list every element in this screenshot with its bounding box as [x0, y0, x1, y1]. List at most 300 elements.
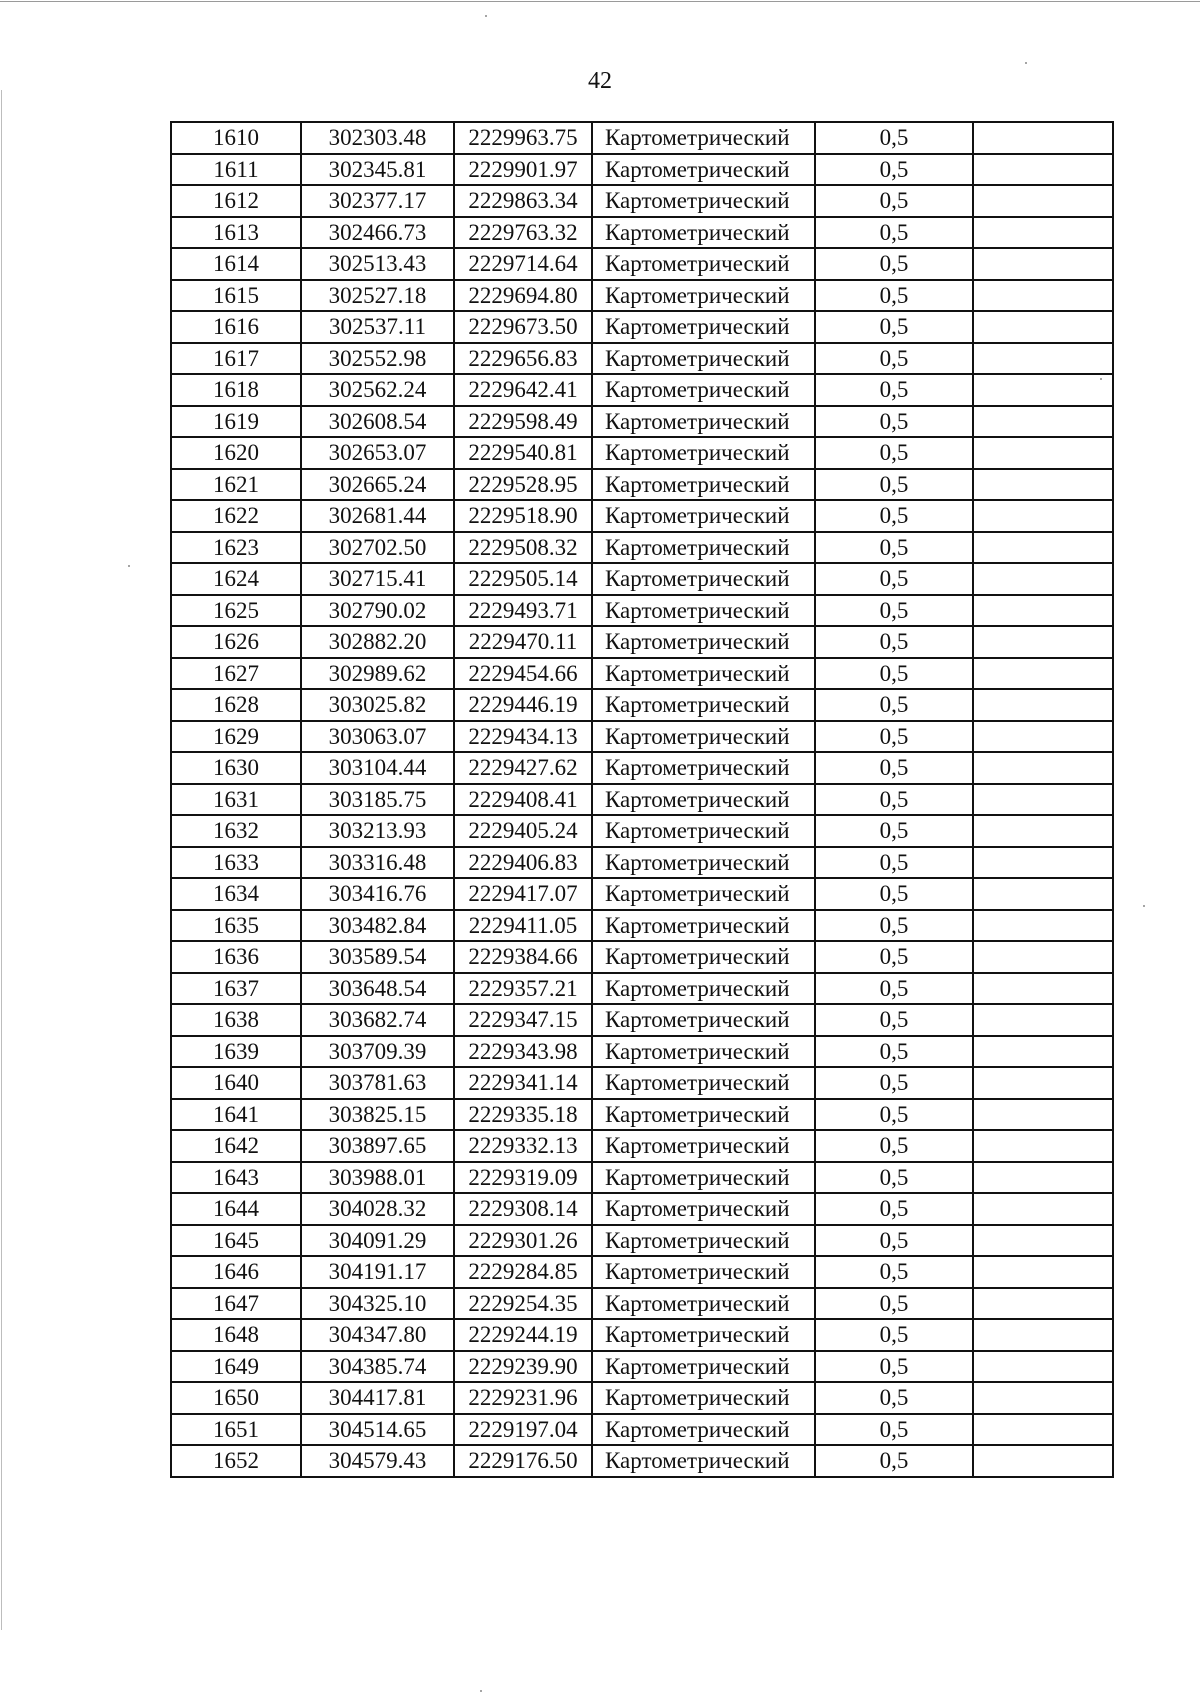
method-cell: Картометрический: [592, 1319, 815, 1351]
x-coordinate-cell: 303709.39: [301, 1036, 454, 1068]
table-row: [171, 1382, 1113, 1414]
method-cell: Картометрический: [592, 878, 815, 910]
note-cell: [973, 500, 1113, 532]
method-cell: Картометрический: [592, 1256, 815, 1288]
accuracy-cell: 0,5: [815, 437, 973, 469]
note-cell: [973, 1130, 1113, 1162]
y-coordinate-cell: 2229763.32: [454, 217, 592, 249]
accuracy-cell: 0,5: [815, 1099, 973, 1131]
x-coordinate-cell: 302665.24: [301, 469, 454, 501]
accuracy-cell: 0,5: [815, 374, 973, 406]
point-number-cell: 1648: [171, 1319, 301, 1351]
note-cell: [973, 1256, 1113, 1288]
table-row: [171, 217, 1113, 249]
accuracy-cell: 0,5: [815, 752, 973, 784]
y-coordinate-cell: 2229384.66: [454, 941, 592, 973]
x-coordinate-cell: 303213.93: [301, 815, 454, 847]
y-coordinate-cell: 2229244.19: [454, 1319, 592, 1351]
point-number-cell: 1643: [171, 1162, 301, 1194]
table-row: [171, 815, 1113, 847]
y-coordinate-cell: 2229341.14: [454, 1067, 592, 1099]
y-coordinate-cell: 2229714.64: [454, 248, 592, 280]
method-cell: Картометрический: [592, 311, 815, 343]
accuracy-cell: 0,5: [815, 563, 973, 595]
accuracy-cell: 0,5: [815, 1288, 973, 1320]
x-coordinate-cell: 303825.15: [301, 1099, 454, 1131]
point-number-cell: 1636: [171, 941, 301, 973]
method-cell: Картометрический: [592, 1036, 815, 1068]
note-cell: [973, 1445, 1113, 1477]
point-number-cell: 1638: [171, 1004, 301, 1036]
table-row: [171, 343, 1113, 375]
note-cell: [973, 437, 1113, 469]
x-coordinate-cell: 302681.44: [301, 500, 454, 532]
table-row: [171, 500, 1113, 532]
note-cell: [973, 1099, 1113, 1131]
accuracy-cell: 0,5: [815, 248, 973, 280]
x-coordinate-cell: 304091.29: [301, 1225, 454, 1257]
note-cell: [973, 973, 1113, 1005]
method-cell: Картометрический: [592, 626, 815, 658]
x-coordinate-cell: 302882.20: [301, 626, 454, 658]
y-coordinate-cell: 2229518.90: [454, 500, 592, 532]
y-coordinate-cell: 2229301.26: [454, 1225, 592, 1257]
note-cell: [973, 815, 1113, 847]
scan-speck: [128, 565, 130, 567]
point-number-cell: 1628: [171, 689, 301, 721]
point-number-cell: 1622: [171, 500, 301, 532]
point-number-cell: 1639: [171, 1036, 301, 1068]
method-cell: Картометрический: [592, 374, 815, 406]
y-coordinate-cell: 2229405.24: [454, 815, 592, 847]
x-coordinate-cell: 302562.24: [301, 374, 454, 406]
method-cell: Картометрический: [592, 469, 815, 501]
scan-speck: [1100, 378, 1102, 380]
method-cell: Картометрический: [592, 658, 815, 690]
x-coordinate-cell: 303416.76: [301, 878, 454, 910]
method-cell: Картометрический: [592, 1004, 815, 1036]
y-coordinate-cell: 2229427.62: [454, 752, 592, 784]
accuracy-cell: 0,5: [815, 1445, 973, 1477]
point-number-cell: 1640: [171, 1067, 301, 1099]
table-row: [171, 532, 1113, 564]
y-coordinate-cell: 2229411.05: [454, 910, 592, 942]
table-row: [171, 626, 1113, 658]
point-number-cell: 1619: [171, 406, 301, 438]
table-row: [171, 1351, 1113, 1383]
accuracy-cell: 0,5: [815, 941, 973, 973]
method-cell: Картометрический: [592, 563, 815, 595]
note-cell: [973, 595, 1113, 627]
note-cell: [973, 847, 1113, 879]
table-row: [171, 406, 1113, 438]
x-coordinate-cell: 302537.11: [301, 311, 454, 343]
point-number-cell: 1626: [171, 626, 301, 658]
x-coordinate-cell: 304385.74: [301, 1351, 454, 1383]
y-coordinate-cell: 2229901.97: [454, 154, 592, 186]
accuracy-cell: 0,5: [815, 1067, 973, 1099]
point-number-cell: 1652: [171, 1445, 301, 1477]
x-coordinate-cell: 303316.48: [301, 847, 454, 879]
point-number-cell: 1647: [171, 1288, 301, 1320]
table-row: [171, 1067, 1113, 1099]
y-coordinate-cell: 2229406.83: [454, 847, 592, 879]
point-number-cell: 1646: [171, 1256, 301, 1288]
accuracy-cell: 0,5: [815, 1319, 973, 1351]
y-coordinate-cell: 2229335.18: [454, 1099, 592, 1131]
x-coordinate-cell: 303682.74: [301, 1004, 454, 1036]
method-cell: Картометрический: [592, 122, 815, 154]
table-row: [171, 1004, 1113, 1036]
note-cell: [973, 721, 1113, 753]
note-cell: [973, 1036, 1113, 1068]
x-coordinate-cell: 302653.07: [301, 437, 454, 469]
y-coordinate-cell: 2229343.98: [454, 1036, 592, 1068]
point-number-cell: 1633: [171, 847, 301, 879]
note-cell: [973, 1004, 1113, 1036]
table-row: [171, 1288, 1113, 1320]
table-row: [171, 878, 1113, 910]
x-coordinate-cell: 303648.54: [301, 973, 454, 1005]
x-coordinate-cell: 302303.48: [301, 122, 454, 154]
point-number-cell: 1616: [171, 311, 301, 343]
table-row: [171, 311, 1113, 343]
accuracy-cell: 0,5: [815, 1004, 973, 1036]
scan-speck: [1143, 905, 1145, 907]
note-cell: [973, 1193, 1113, 1225]
point-number-cell: 1621: [171, 469, 301, 501]
table-row: [171, 1162, 1113, 1194]
point-number-cell: 1649: [171, 1351, 301, 1383]
x-coordinate-cell: 304514.65: [301, 1414, 454, 1446]
scan-speck: [1025, 62, 1027, 64]
point-number-cell: 1641: [171, 1099, 301, 1131]
method-cell: Картометрический: [592, 248, 815, 280]
scan-left-edge: [1, 90, 2, 1630]
point-number-cell: 1610: [171, 122, 301, 154]
table-row: [171, 437, 1113, 469]
point-number-cell: 1635: [171, 910, 301, 942]
method-cell: Картометрический: [592, 217, 815, 249]
x-coordinate-cell: 302527.18: [301, 280, 454, 312]
y-coordinate-cell: 2229470.11: [454, 626, 592, 658]
note-cell: [973, 406, 1113, 438]
method-cell: Картометрический: [592, 973, 815, 1005]
method-cell: Картометрический: [592, 1193, 815, 1225]
x-coordinate-cell: 302715.41: [301, 563, 454, 595]
method-cell: Картометрический: [592, 1351, 815, 1383]
table-row: [171, 1319, 1113, 1351]
method-cell: Картометрический: [592, 752, 815, 784]
note-cell: [973, 910, 1113, 942]
x-coordinate-cell: 302377.17: [301, 185, 454, 217]
table-row: [171, 469, 1113, 501]
accuracy-cell: 0,5: [815, 532, 973, 564]
x-coordinate-cell: 302513.43: [301, 248, 454, 280]
table-row: [171, 1225, 1113, 1257]
x-coordinate-cell: 304579.43: [301, 1445, 454, 1477]
note-cell: [973, 154, 1113, 186]
table-row: [171, 1130, 1113, 1162]
accuracy-cell: 0,5: [815, 973, 973, 1005]
y-coordinate-cell: 2229694.80: [454, 280, 592, 312]
method-cell: Картометрический: [592, 910, 815, 942]
note-cell: [973, 280, 1113, 312]
table-row: [171, 941, 1113, 973]
point-number-cell: 1625: [171, 595, 301, 627]
x-coordinate-cell: 302790.02: [301, 595, 454, 627]
table-row: [171, 1193, 1113, 1225]
y-coordinate-cell: 2229231.96: [454, 1382, 592, 1414]
point-number-cell: 1630: [171, 752, 301, 784]
point-number-cell: 1618: [171, 374, 301, 406]
note-cell: [973, 1319, 1113, 1351]
y-coordinate-cell: 2229176.50: [454, 1445, 592, 1477]
y-coordinate-cell: 2229540.81: [454, 437, 592, 469]
note-cell: [973, 374, 1113, 406]
note-cell: [973, 343, 1113, 375]
note-cell: [973, 689, 1113, 721]
accuracy-cell: 0,5: [815, 1193, 973, 1225]
x-coordinate-cell: 303589.54: [301, 941, 454, 973]
point-number-cell: 1627: [171, 658, 301, 690]
y-coordinate-cell: 2229863.34: [454, 185, 592, 217]
table-row: [171, 973, 1113, 1005]
table-row: [171, 185, 1113, 217]
accuracy-cell: 0,5: [815, 122, 973, 154]
table-row: [171, 1445, 1113, 1477]
accuracy-cell: 0,5: [815, 626, 973, 658]
y-coordinate-cell: 2229454.66: [454, 658, 592, 690]
accuracy-cell: 0,5: [815, 721, 973, 753]
point-number-cell: 1642: [171, 1130, 301, 1162]
accuracy-cell: 0,5: [815, 1036, 973, 1068]
accuracy-cell: 0,5: [815, 1130, 973, 1162]
method-cell: Картометрический: [592, 185, 815, 217]
method-cell: Картометрический: [592, 280, 815, 312]
note-cell: [973, 1225, 1113, 1257]
method-cell: Картометрический: [592, 532, 815, 564]
accuracy-cell: 0,5: [815, 343, 973, 375]
note-cell: [973, 784, 1113, 816]
accuracy-cell: 0,5: [815, 1225, 973, 1257]
y-coordinate-cell: 2229493.71: [454, 595, 592, 627]
table-row: [171, 910, 1113, 942]
point-number-cell: 1645: [171, 1225, 301, 1257]
note-cell: [973, 248, 1113, 280]
note-cell: [973, 1414, 1113, 1446]
note-cell: [973, 122, 1113, 154]
point-number-cell: 1634: [171, 878, 301, 910]
method-cell: Картометрический: [592, 1162, 815, 1194]
accuracy-cell: 0,5: [815, 595, 973, 627]
point-number-cell: 1650: [171, 1382, 301, 1414]
note-cell: [973, 1162, 1113, 1194]
x-coordinate-cell: 302702.50: [301, 532, 454, 564]
x-coordinate-cell: 303781.63: [301, 1067, 454, 1099]
y-coordinate-cell: 2229508.32: [454, 532, 592, 564]
method-cell: Картометрический: [592, 1067, 815, 1099]
accuracy-cell: 0,5: [815, 784, 973, 816]
note-cell: [973, 658, 1113, 690]
coordinates-table-body: [171, 122, 1113, 1477]
table-row: [171, 248, 1113, 280]
method-cell: Картометрический: [592, 815, 815, 847]
point-number-cell: 1651: [171, 1414, 301, 1446]
y-coordinate-cell: 2229446.19: [454, 689, 592, 721]
x-coordinate-cell: 303482.84: [301, 910, 454, 942]
y-coordinate-cell: 2229673.50: [454, 311, 592, 343]
accuracy-cell: 0,5: [815, 185, 973, 217]
x-coordinate-cell: 304417.81: [301, 1382, 454, 1414]
point-number-cell: 1629: [171, 721, 301, 753]
method-cell: Картометрический: [592, 1288, 815, 1320]
y-coordinate-cell: 2229642.41: [454, 374, 592, 406]
note-cell: [973, 217, 1113, 249]
y-coordinate-cell: 2229408.41: [454, 784, 592, 816]
accuracy-cell: 0,5: [815, 658, 973, 690]
method-cell: Картометрический: [592, 595, 815, 627]
table-row: [171, 280, 1113, 312]
y-coordinate-cell: 2229357.21: [454, 973, 592, 1005]
method-cell: Картометрический: [592, 784, 815, 816]
x-coordinate-cell: 304191.17: [301, 1256, 454, 1288]
note-cell: [973, 469, 1113, 501]
note-cell: [973, 532, 1113, 564]
page-number: 42: [588, 68, 612, 94]
accuracy-cell: 0,5: [815, 500, 973, 532]
x-coordinate-cell: 303988.01: [301, 1162, 454, 1194]
note-cell: [973, 1382, 1113, 1414]
x-coordinate-cell: 304347.80: [301, 1319, 454, 1351]
x-coordinate-cell: 303897.65: [301, 1130, 454, 1162]
accuracy-cell: 0,5: [815, 154, 973, 186]
table-row: [171, 689, 1113, 721]
point-number-cell: 1613: [171, 217, 301, 249]
accuracy-cell: 0,5: [815, 1256, 973, 1288]
note-cell: [973, 752, 1113, 784]
method-cell: Картометрический: [592, 437, 815, 469]
accuracy-cell: 0,5: [815, 406, 973, 438]
method-cell: Картометрический: [592, 1225, 815, 1257]
y-coordinate-cell: 2229332.13: [454, 1130, 592, 1162]
method-cell: Картометрический: [592, 1099, 815, 1131]
accuracy-cell: 0,5: [815, 847, 973, 879]
method-cell: Картометрический: [592, 406, 815, 438]
method-cell: Картометрический: [592, 721, 815, 753]
accuracy-cell: 0,5: [815, 280, 973, 312]
point-number-cell: 1614: [171, 248, 301, 280]
coordinates-table: [170, 121, 1114, 1478]
accuracy-cell: 0,5: [815, 311, 973, 343]
x-coordinate-cell: 302345.81: [301, 154, 454, 186]
table-row: [171, 721, 1113, 753]
table-row: [171, 595, 1113, 627]
point-number-cell: 1617: [171, 343, 301, 375]
point-number-cell: 1632: [171, 815, 301, 847]
method-cell: Картометрический: [592, 343, 815, 375]
table-row: [171, 658, 1113, 690]
point-number-cell: 1620: [171, 437, 301, 469]
y-coordinate-cell: 2229598.49: [454, 406, 592, 438]
point-number-cell: 1611: [171, 154, 301, 186]
note-cell: [973, 311, 1113, 343]
table-row: [171, 784, 1113, 816]
accuracy-cell: 0,5: [815, 1351, 973, 1383]
note-cell: [973, 941, 1113, 973]
accuracy-cell: 0,5: [815, 910, 973, 942]
method-cell: Картометрический: [592, 1130, 815, 1162]
method-cell: Картометрический: [592, 689, 815, 721]
accuracy-cell: 0,5: [815, 1414, 973, 1446]
point-number-cell: 1637: [171, 973, 301, 1005]
method-cell: Картометрический: [592, 1414, 815, 1446]
table-row: [171, 1256, 1113, 1288]
note-cell: [973, 1351, 1113, 1383]
accuracy-cell: 0,5: [815, 1382, 973, 1414]
table-row: [171, 847, 1113, 879]
method-cell: Картометрический: [592, 1382, 815, 1414]
y-coordinate-cell: 2229319.09: [454, 1162, 592, 1194]
point-number-cell: 1623: [171, 532, 301, 564]
x-coordinate-cell: 304028.32: [301, 1193, 454, 1225]
table-row: [171, 374, 1113, 406]
y-coordinate-cell: 2229254.35: [454, 1288, 592, 1320]
accuracy-cell: 0,5: [815, 469, 973, 501]
table-row: [171, 752, 1113, 784]
y-coordinate-cell: 2229656.83: [454, 343, 592, 375]
method-cell: Картометрический: [592, 941, 815, 973]
accuracy-cell: 0,5: [815, 1162, 973, 1194]
y-coordinate-cell: 2229308.14: [454, 1193, 592, 1225]
y-coordinate-cell: 2229505.14: [454, 563, 592, 595]
accuracy-cell: 0,5: [815, 689, 973, 721]
table-row: [171, 563, 1113, 595]
y-coordinate-cell: 2229963.75: [454, 122, 592, 154]
y-coordinate-cell: 2229347.15: [454, 1004, 592, 1036]
point-number-cell: 1644: [171, 1193, 301, 1225]
method-cell: Картометрический: [592, 154, 815, 186]
point-number-cell: 1631: [171, 784, 301, 816]
accuracy-cell: 0,5: [815, 815, 973, 847]
note-cell: [973, 1288, 1113, 1320]
table-row: [171, 1036, 1113, 1068]
note-cell: [973, 878, 1113, 910]
method-cell: Картометрический: [592, 500, 815, 532]
x-coordinate-cell: 303063.07: [301, 721, 454, 753]
x-coordinate-cell: 303104.44: [301, 752, 454, 784]
method-cell: Картометрический: [592, 1445, 815, 1477]
note-cell: [973, 1067, 1113, 1099]
x-coordinate-cell: 303185.75: [301, 784, 454, 816]
x-coordinate-cell: 303025.82: [301, 689, 454, 721]
y-coordinate-cell: 2229434.13: [454, 721, 592, 753]
x-coordinate-cell: 302989.62: [301, 658, 454, 690]
note-cell: [973, 185, 1113, 217]
x-coordinate-cell: 302552.98: [301, 343, 454, 375]
point-number-cell: 1624: [171, 563, 301, 595]
y-coordinate-cell: 2229197.04: [454, 1414, 592, 1446]
table-row: [171, 122, 1113, 154]
note-cell: [973, 563, 1113, 595]
point-number-cell: 1612: [171, 185, 301, 217]
x-coordinate-cell: 302608.54: [301, 406, 454, 438]
table-row: [171, 154, 1113, 186]
y-coordinate-cell: 2229239.90: [454, 1351, 592, 1383]
note-cell: [973, 626, 1113, 658]
point-number-cell: 1615: [171, 280, 301, 312]
scan-speck: [485, 15, 487, 17]
